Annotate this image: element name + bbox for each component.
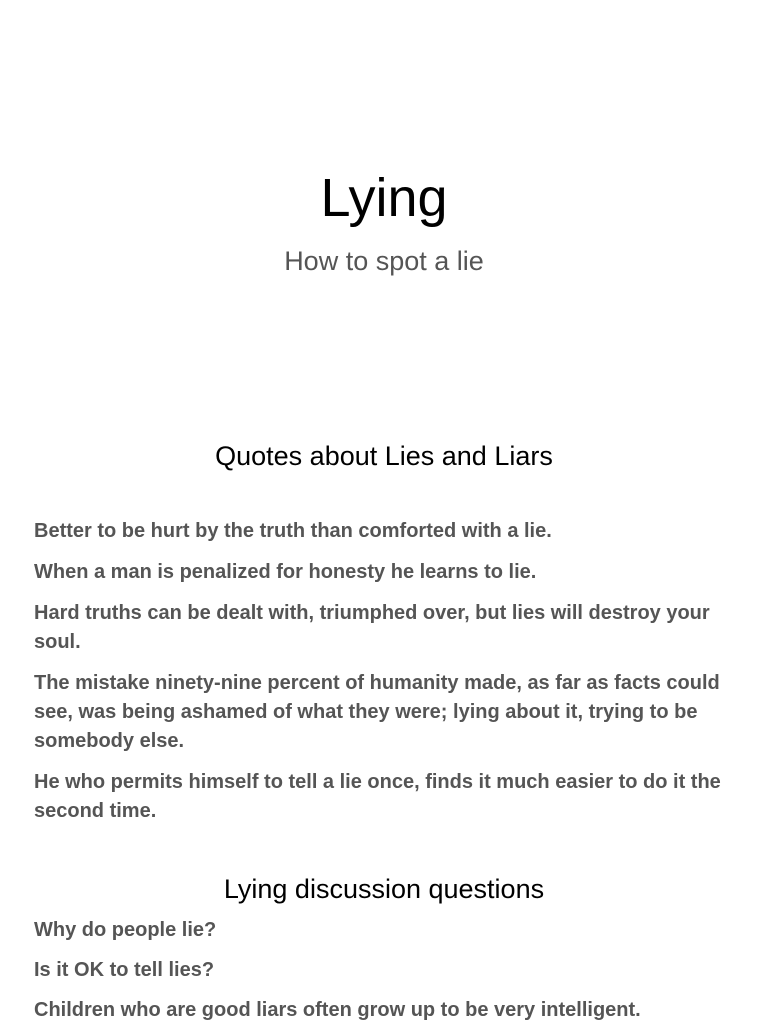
quote-item: When a man is penalized for honesty he learns to lie.	[34, 561, 537, 583]
quotes-list	[34, 517, 724, 838]
question-item: Children who are good liars often grow up to be very intelligent.	[34, 999, 641, 1021]
question-item: Why do people lie?	[34, 919, 217, 941]
quote-item: Better to be hurt by the truth than comforted with a lie.	[34, 520, 552, 542]
quote-item: The mistake ninety-nine percent of humanity made, as far as facts could see, was being ashamed of what they were; lying about it, trying to be somebody else.	[34, 672, 720, 752]
quote-item: He who permits himself to tell a lie once, finds it much easier to do it the second time.	[34, 771, 721, 822]
page-title: Lying	[320, 168, 448, 228]
questions-list	[34, 916, 724, 1036]
question-item: Is it OK to tell lies?	[34, 959, 215, 981]
quotes-section-heading: Quotes about Lies and Liars	[215, 441, 553, 471]
questions-section-heading: Lying discussion questions	[223, 874, 545, 904]
quote-item: Hard truths can be dealt with, triumphed over, but lies will destroy your soul.	[34, 602, 710, 653]
page-subtitle: How to spot a lie	[284, 246, 484, 276]
